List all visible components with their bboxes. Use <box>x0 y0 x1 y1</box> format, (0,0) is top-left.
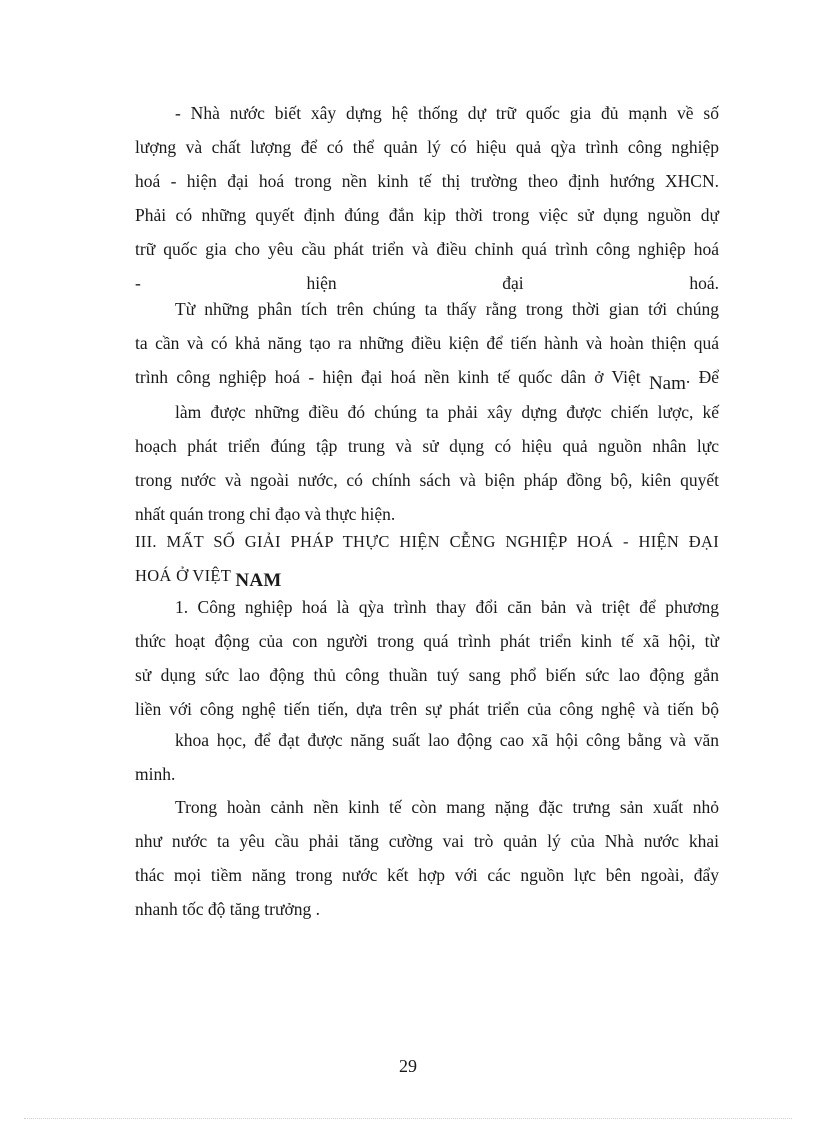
text-line: thác mọi tiềm năng trong nước kết hợp với các nguồn lực bên ngoài, đẩy <box>135 865 719 885</box>
word: đại <box>502 273 524 293</box>
section-heading <box>135 525 719 593</box>
text-line: ta cần và có khả năng tạo ra những điều kiện để tiến hành và hoàn thiện quá <box>135 333 719 353</box>
paragraph-industrialization-continued <box>135 723 719 791</box>
page-divider <box>24 1118 792 1119</box>
text-fragment: trình công nghiệp hoá - hiện đại hoá nền kinh tế quốc dân ở Việt <box>135 367 641 387</box>
paragraph-reserves <box>135 96 719 300</box>
paragraph-analysis-continued <box>135 395 719 531</box>
word: hoá. <box>689 273 719 293</box>
text-line: sử dụng sức lao động thủ công thuần tuý sang phổ biến sức lao động gắn <box>135 665 719 685</box>
text-line: nhanh tốc độ tăng trưởng . <box>135 899 320 919</box>
text-line: làm được những điều đó chúng ta phải xây dựng được chiến lược, kế <box>175 402 719 422</box>
text-line: minh. <box>135 764 176 784</box>
text-line: hoạch phát triển đúng tập trung và sử dụng có hiệu quả nguồn nhân lực <box>135 436 719 456</box>
text-line: như nước ta yêu cầu phải tăng cường vai trò quản lý của Nhà nước khai <box>135 831 719 851</box>
paragraph-analysis <box>135 292 719 395</box>
heading-word-nam: NAM <box>235 570 282 591</box>
text-line <box>135 360 719 395</box>
word-nam: Nam <box>648 373 686 394</box>
text-line: 1. Công nghiệp hoá là qỳa trình thay đổi căn bản và triệt để phương <box>175 597 719 617</box>
text-line: nhất quán trong chỉ đạo và thực hiện. <box>135 504 396 524</box>
word: - <box>135 273 141 293</box>
text-line: hoá - hiện đại hoá trong nền kinh tế thị trường theo định hướng XHCN. <box>135 171 719 191</box>
text-line: lượng và chất lượng để có thể quản lý có hiệu quả qỳa trình công nghiệp <box>135 137 719 157</box>
text-line: Trong hoàn cảnh nền kinh tế còn mang nặng đặc trưng sản xuất nhỏ <box>175 797 719 817</box>
page-number: 29 <box>399 1056 417 1076</box>
text-line: Từ những phân tích trên chúng ta thấy rằng trong thời gian tới chúng <box>175 299 719 319</box>
text-line: Phải có những quyết định đúng đắn kịp thời trong việc sử dụng nguồn dự <box>135 205 719 225</box>
text-line: khoa học, để đạt được năng suất lao động cao xã hội công bằng và văn <box>175 730 719 750</box>
text-fragment: . Để <box>685 367 720 387</box>
text-line: trữ quốc gia cho yêu cầu phát triển và điều chỉnh quá trình công nghiệp hoá <box>135 239 719 259</box>
text-line: liền với công nghệ tiến tiến, dựa trên sự phát triển của công nghệ và tiến bộ <box>135 699 719 719</box>
text-line: thức hoạt động của con người trong quá trình phát triển kinh tế xã hội, từ <box>135 631 719 651</box>
heading-fragment: HOÁ Ở VIỆT <box>135 566 231 585</box>
paragraph-industrialization <box>135 590 719 726</box>
heading-line: III. MẤT SỐ GIẢI PHÁP THỰC HIỆN CỄNG NGHIỆP HOÁ - HIỆN ĐẠI <box>135 532 719 551</box>
heading-line <box>135 559 719 593</box>
text-line: - Nhà nước biết xây dựng hệ thống dự trữ quốc gia đủ mạnh về số <box>175 103 719 123</box>
text-line: trong nước và ngoài nước, có chính sách và biện pháp đồng bộ, kiên quyết <box>135 470 719 490</box>
paragraph-context <box>135 790 719 926</box>
word: hiện <box>306 273 337 293</box>
